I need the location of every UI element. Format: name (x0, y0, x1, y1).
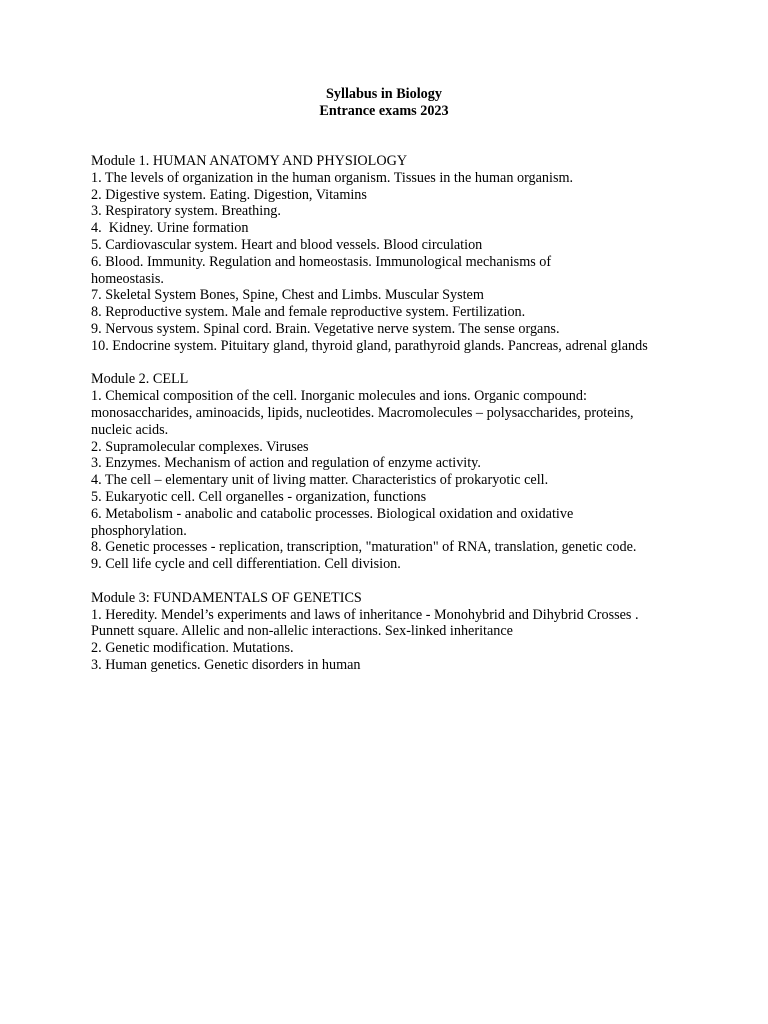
list-item: 6. Blood. Immunity. Regulation and homeostasis. Immunological mechanisms of homeostasis. (91, 253, 552, 287)
list-item: 3. Human genetics. Genetic disorders in human (91, 656, 361, 673)
list-item: 5. Cardiovascular system. Heart and blood vessels. Blood circulation (91, 236, 483, 253)
list-item: 9. Cell life cycle and cell differentiation. Cell division. (91, 556, 401, 573)
list-item: 7. Skeletal System Bones, Spine, Chest and Limbs. Muscular System (91, 287, 484, 304)
list-item: 8. Genetic processes - replication, transcription, "maturation" of RNA, translation, genetic code. (91, 539, 637, 556)
list-item: 1. Chemical composition of the cell. Inorganic molecules and ions. Organic compound: monosaccharides, aminoacids, lipids, nucleotides. Macromolecules – polysaccharides, proteins, nucleic acids. (91, 388, 634, 438)
list-item: 2. Genetic modification. Mutations. (91, 640, 294, 657)
syllabus-content (91, 153, 691, 691)
list-item: 5. Eukaryotic cell. Cell organelles - organization, functions (91, 488, 427, 505)
list-item: 10. Endocrine system. Pituitary gland, thyroid gland, parathyroid glands. Pancreas, adrenal glands (91, 337, 648, 354)
module-heading: Module 3: FUNDAMENTALS OF GENETICS (91, 589, 362, 606)
list-item: 2. Digestive system. Eating. Digestion, Vitamins (91, 186, 367, 203)
list-item: 6. Metabolism - anabolic and catabolic processes. Biological oxidation and oxidative phosphorylation. (91, 505, 574, 539)
list-item: 9. Nervous system. Spinal cord. Brain. Vegetative nerve system. The sense organs. (91, 320, 560, 337)
list-item: 1. The levels of organization in the human organism. Tissues in the human organism. (91, 169, 574, 186)
module-heading: Module 2. CELL (91, 371, 189, 388)
list-item: 3. Respiratory system. Breathing. (91, 203, 281, 220)
module-2 (91, 371, 691, 573)
list-item: 4. Kidney. Urine formation (91, 220, 249, 237)
module-heading: Module 1. HUMAN ANATOMY AND PHYSIOLOGY (91, 153, 408, 169)
module-1 (91, 153, 691, 355)
page-title: Syllabus in Biology (326, 86, 442, 102)
list-item: 4. The cell – elementary unit of living matter. Characteristics of prokaryotic cell. (91, 472, 549, 489)
list-item: 2. Supramolecular complexes. Viruses (91, 438, 309, 455)
list-item: 3. Enzymes. Mechanism of action and regulation of enzyme activity. (91, 455, 481, 472)
list-item: 1. Heredity. Mendel’s experiments and laws of inheritance - Monohybrid and Dihybrid Crosses . Punnett square. Allelic and non-allelic interactions. Sex-linked inheritance (91, 606, 639, 640)
page-subtitle: Entrance exams 2023 (319, 103, 449, 119)
module-3 (91, 590, 691, 674)
title-block (0, 86, 768, 120)
list-item: 8. Reproductive system. Male and female reproductive system. Fertilization. (91, 304, 526, 321)
